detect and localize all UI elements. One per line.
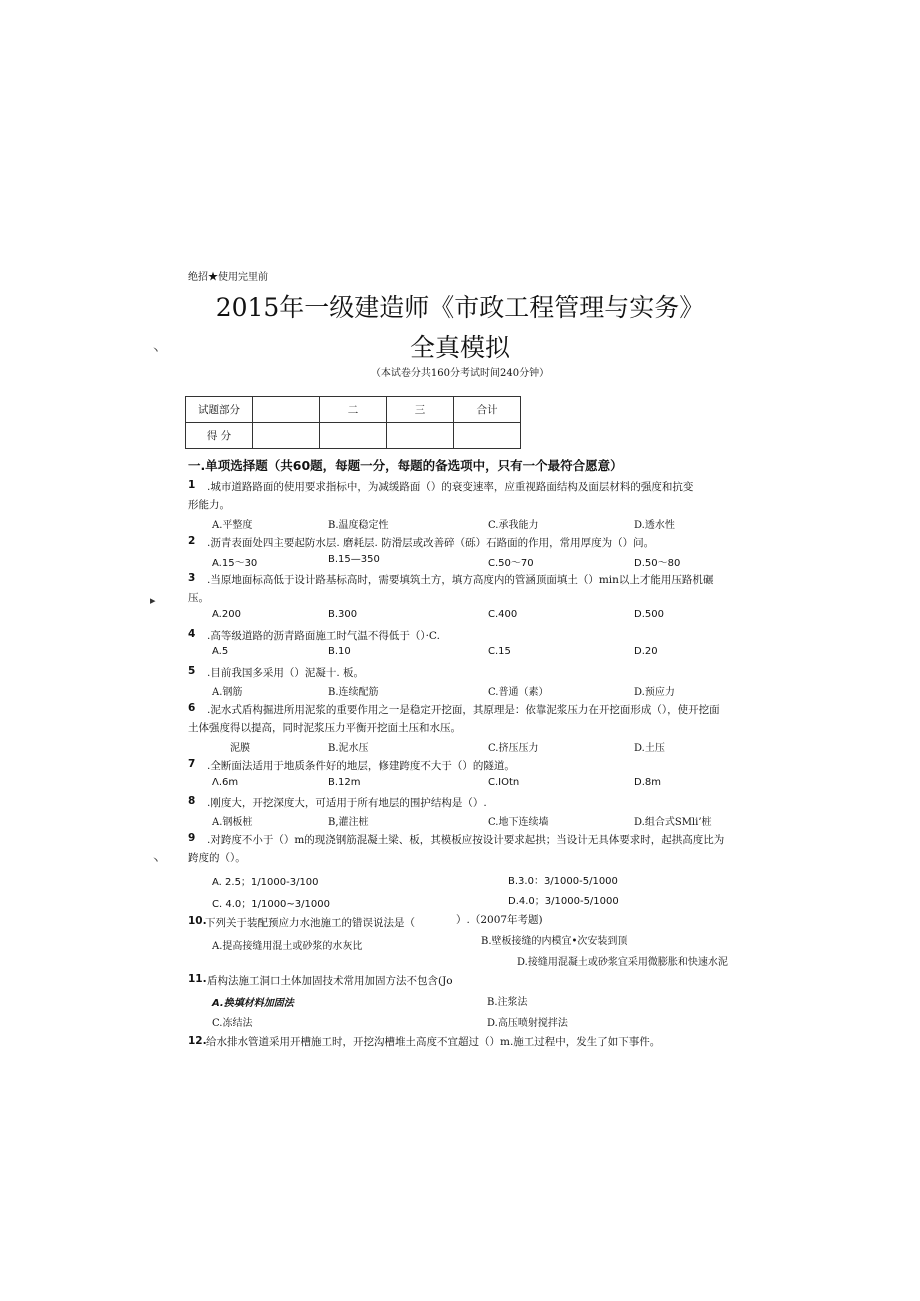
question-number: 7 — [188, 758, 196, 770]
question-text: .高等级道路的沥青路面施工时气温不得低于（）·C. — [207, 630, 440, 642]
question-number: 9 — [188, 832, 196, 844]
option-d: D.50〜80 — [634, 558, 681, 569]
confidential-label: 绝招★使用完里前 — [188, 272, 268, 283]
option-c: C.15 — [488, 646, 511, 657]
question-text: .对跨度不小于（）m的现浇钢筋混凝土梁、板，其模板应按设计要求起拱；当设计无具体要求时，起拱高度比为 — [207, 834, 725, 846]
option-d: D.8m — [634, 777, 661, 788]
question-text: .泥水式盾构掘进所用泥浆的重要作用之一是稳定开挖面，其原理是：依靠泥浆压力在开挖面形成（），使开挖面 — [207, 704, 720, 716]
question-number: 8 — [188, 795, 196, 807]
option-b: B.连续配筋 — [328, 687, 379, 698]
question-number: 4 — [188, 628, 196, 640]
option-b: B.注浆法 — [487, 997, 528, 1008]
question-number: 5 — [188, 665, 196, 677]
score-cell — [320, 423, 387, 449]
option-c: C.冻结法 — [212, 1018, 253, 1029]
option-a: A.15〜30 — [212, 558, 258, 569]
option-c: C.400 — [488, 609, 518, 620]
exam-title: 2015年一级建造师《市政工程管理与实务》 — [215, 293, 705, 322]
question-text: 盾构法施工洞口土体加固技术常用加固方法不包含(Jo — [207, 975, 453, 987]
option-c: C.50〜70 — [488, 558, 534, 569]
option-d: D.20 — [634, 646, 658, 657]
question-number: 10. — [188, 915, 207, 927]
option-a: 泥膜 — [230, 743, 250, 754]
score-cell — [253, 397, 320, 423]
option-a: A.换填材料加固法 — [212, 998, 294, 1009]
question-number: 1 — [188, 479, 196, 491]
score-cell: 试题部分 — [186, 397, 253, 423]
question-text: .沥青表面处四主要起防水层. 磨耗层. 防滑层或改善碎（砾）石路面的作用，常用厚度为（）问。 — [207, 537, 655, 549]
option-c: C.普通（素） — [488, 687, 549, 698]
option-b: B.3.0：3/1000-5/1000 — [508, 876, 618, 887]
option-a: Λ.6m — [212, 777, 239, 788]
score-table-row — [186, 397, 521, 423]
option-d: D.预应力 — [634, 687, 675, 698]
score-cell: 二 — [320, 397, 387, 423]
option-d: D.4.0；3/1000-5/1000 — [508, 896, 619, 907]
exam-subtitle: 全真模拟 — [409, 333, 510, 362]
question-number: 3 — [188, 572, 196, 584]
option-d: D.接缝用混凝土或砂浆宜采用微膨胀和快速水泥 — [517, 957, 728, 968]
score-cell — [387, 423, 454, 449]
option-b: B.12m — [328, 777, 361, 788]
question-text: .目前我国多采用（）泥凝十. 板。 — [207, 667, 365, 679]
option-b: B.15—350 — [328, 554, 380, 565]
question-number: 6 — [188, 702, 196, 714]
option-b: B,灌注桩 — [328, 817, 369, 828]
exam-duration: （本试卷分共160分考试时间240分钟） — [370, 368, 550, 379]
option-c: C.挤压压力 — [488, 743, 539, 754]
option-c: C.承我能力 — [488, 520, 539, 531]
margin-mark: 丶 — [150, 854, 161, 867]
option-c: C.IOtn — [488, 777, 520, 788]
option-a: A.提高接缝用混土或砂浆的水灰比 — [212, 941, 363, 952]
option-a: A.200 — [212, 609, 241, 620]
question-text: 压。 — [188, 592, 209, 604]
option-d: D.土压 — [634, 743, 665, 754]
score-cell — [454, 423, 521, 449]
score-cell — [253, 423, 320, 449]
question-text: .全断面法适用于地质条件好的地层，修建跨度不大于（）的隧道。 — [207, 760, 515, 772]
option-b: B.泥水压 — [328, 743, 369, 754]
margin-mark: ▸ — [150, 594, 156, 607]
question-text: 形能力。 — [188, 499, 230, 511]
question-text: 给水排水管道采用开槽施工时，开挖沟槽堆土高度不宜超过（）m.施工过程中，发生了如下事件。 — [206, 1036, 661, 1048]
score-table — [185, 396, 521, 449]
question-number: 12. — [188, 1035, 207, 1047]
question-number: 2 — [188, 535, 196, 547]
question-text: 跨度的（）。 — [188, 852, 246, 864]
option-d: D.组合式SMli’桩 — [634, 817, 712, 828]
question-text: .当原地面标高低于设计路基标高时，需要填筑土方，填方高度内的管涵顶面填土（）min以上才能用压路机碾 — [207, 574, 714, 586]
option-a: A. 2.5；1/1000-3/100 — [212, 877, 319, 888]
option-d: D.500 — [634, 609, 664, 620]
option-a: A.平整度 — [212, 520, 253, 531]
question-number: 11. — [188, 973, 207, 985]
question-text: 下列关于装配预应力水池施工的错误说法是（ — [205, 917, 415, 929]
option-b: B.壁板接缝的内模宜•次安装到顶 — [481, 936, 628, 947]
option-a: A.钢筋 — [212, 687, 243, 698]
option-c: C. 4.0；1/1000~3/1000 — [212, 899, 330, 910]
score-cell: 得 分 — [186, 423, 253, 449]
question-text: ）.（2007年考题) — [456, 914, 543, 926]
option-d: D.透水性 — [634, 520, 675, 531]
option-a: A.钢板桩 — [212, 817, 253, 828]
question-text: 土体强度得以提高，同时泥浆压力平衡开挖面土压和水压。 — [188, 722, 461, 734]
option-b: B.300 — [328, 609, 358, 620]
section-title: 一.单项选择题（共60题，每题一分，每题的备选项中，只有一个最符合愿意） — [188, 458, 623, 473]
option-d: D.高压喷射搅拌法 — [487, 1018, 568, 1029]
question-text: .刚度大，开挖深度大，可适用于所有地层的围护结构是（）. — [207, 797, 487, 809]
option-c: C.地下连续墙 — [488, 817, 549, 828]
score-cell: 合计 — [454, 397, 521, 423]
option-b: B.温度稳定性 — [328, 520, 389, 531]
margin-mark: 丶 — [150, 344, 161, 357]
question-text: .城市道路路面的使用要求指标中，为减缓路面（）的衰变速率，应重视路面结构及面层材料的强度和抗变 — [207, 481, 694, 493]
score-table-row — [186, 423, 521, 449]
option-b: B.10 — [328, 646, 351, 657]
score-cell: 三 — [387, 397, 454, 423]
option-a: A.5 — [212, 646, 229, 657]
